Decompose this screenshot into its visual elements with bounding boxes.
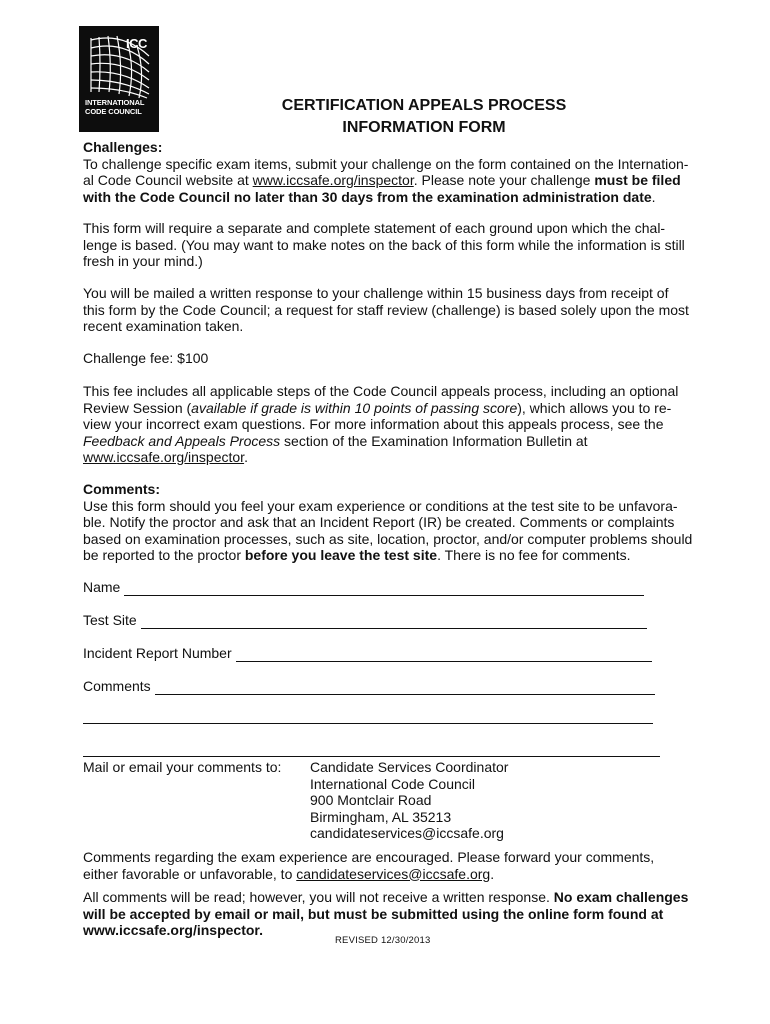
comments-input-line-3[interactable] [83, 756, 660, 757]
address-line: Birmingham, AL 35213 [310, 808, 452, 825]
name-field [83, 579, 644, 596]
comments-paragraph [83, 498, 693, 564]
text: . [651, 188, 656, 205]
comments-heading: Comments: [83, 481, 161, 497]
challenges-paragraph-4 [83, 383, 693, 466]
challenges-paragraph-1 [83, 156, 693, 206]
logo-wordmark [85, 98, 157, 116]
mailing-address [310, 759, 508, 842]
text: . Please note your challenge [413, 172, 595, 188]
challenges-paragraph-3: You will be mailed a written response to your challenge within 15 business days from receipt of this form by the Code Council; a request for staff review (challenge) is based solely upon the most recent examination taken. [83, 285, 689, 334]
address-line: Candidate Services Coordinator [310, 759, 509, 775]
inspector-link[interactable]: www.iccsafe.org/inspector [252, 172, 414, 188]
name-label: Name [83, 579, 121, 595]
closing-paragraph-2 [83, 889, 693, 939]
incident-report-field [83, 645, 652, 662]
before-leave-text: before you leave the test site [244, 547, 438, 563]
no-email-challenges-text: No exam challenges will be accepted by email or mail, but must be submitted using the online form found at www.iccsafe.org/inspector. [83, 889, 689, 938]
name-input-line[interactable] [124, 581, 644, 596]
page-title-line-1: CERTIFICATION APPEALS PROCESS [281, 97, 567, 114]
text: ), which allows you to re-view your incorrect exam questions. For more information about this appeals process, see the [83, 399, 672, 432]
revision-date: REVISED 12/30/2013 [335, 935, 431, 946]
test-site-field [83, 612, 647, 629]
comments-label: Comments [83, 678, 151, 694]
feedback-section-name: Feedback and Appeals Process [83, 432, 281, 449]
incident-report-input-line[interactable] [236, 647, 652, 662]
page-title-line-2: INFORMATION FORM [342, 119, 506, 136]
logo-line-1: INTERNATIONAL [85, 98, 145, 107]
text: Use this form should you feel your exam experience or conditions at the test site to be unfavora-ble. Notify the proctor and ask that an Incident Report (IR) be created. Comments or complaints based on examination processes, such as site, location, proctor, and/or computer problems should be reported to the proctor [83, 497, 693, 563]
icc-logo [79, 26, 159, 132]
text: section of the Examination Information Bulletin at [280, 432, 588, 449]
globe-icon [79, 26, 159, 132]
email-link[interactable]: candidateservices@iccsafe.org [296, 865, 491, 882]
text: This fee includes all applicable steps of the Code Council appeals process, including an optional Review Session ( [83, 383, 679, 416]
address-line: 900 Montclair Road [310, 792, 432, 808]
inspector-link-2[interactable]: www.iccsafe.org/inspector [83, 449, 245, 465]
challenges-heading: Challenges: [83, 139, 163, 155]
deadline-text: must be filed with the Code Council no later than 30 days from the examination administration date [83, 172, 681, 205]
closing-paragraph-1 [83, 849, 693, 882]
comments-section [83, 481, 693, 564]
challenges-paragraph-2: This form will require a separate and complete statement of each ground upon which the chal-lenge is based. (You may want to make notes on the back of this form while the information is still fresh in your mind.) [83, 220, 685, 269]
text: . [244, 449, 248, 465]
incident-report-label: Incident Report Number [83, 645, 232, 661]
comments-field [83, 678, 655, 695]
text: To challenge specific exam items, submit your challenge on the form contained on the Internation-al Code Council website at [83, 155, 689, 188]
address-line: International Code Council [310, 775, 475, 792]
review-session-note: available if grade is within 10 points of passing score [191, 399, 518, 416]
mail-label: Mail or email your comments to: [83, 759, 282, 775]
text: . There is no fee for comments. [437, 547, 631, 563]
test-site-input-line[interactable] [141, 614, 647, 629]
challenges-section [83, 139, 693, 205]
text: . [490, 865, 495, 882]
address-email: candidateservices@iccsafe.org [310, 825, 504, 841]
logo-line-2: CODE COUNCIL [85, 107, 142, 116]
logo-abbreviation: ICC [126, 36, 147, 51]
text: Comments regarding the exam experience are encouraged. Please forward your comments, either favorable or unfavorable, to [83, 849, 655, 882]
comments-input-line[interactable] [155, 680, 655, 695]
text: All comments will be read; however, you will not receive a written response. [83, 889, 554, 905]
test-site-label: Test Site [83, 612, 137, 628]
challenge-fee: Challenge fee: $100 [83, 350, 209, 366]
comments-input-line-2[interactable] [83, 723, 653, 724]
